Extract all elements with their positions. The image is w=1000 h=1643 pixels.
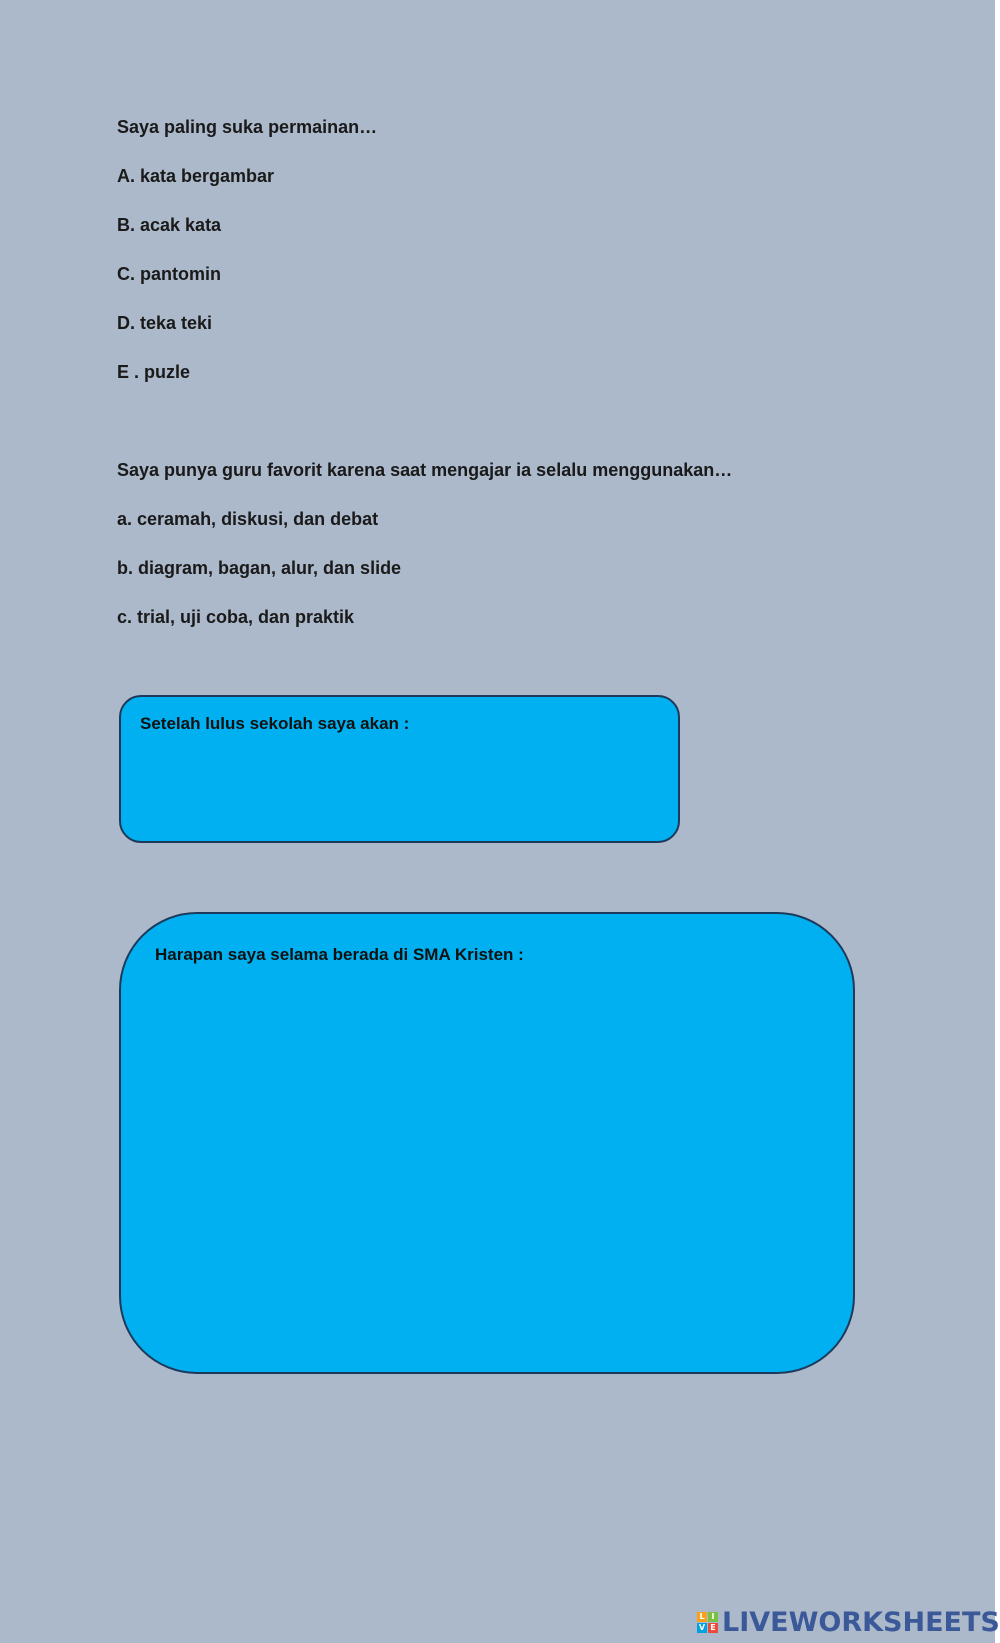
hopes-input[interactable] bbox=[155, 978, 819, 1352]
after-graduation-label: Setelah lulus sekolah saya akan : bbox=[140, 714, 410, 733]
after-graduation-input[interactable] bbox=[139, 743, 663, 837]
question-2-option-a[interactable]: a. ceramah, diskusi, dan debat bbox=[117, 509, 379, 529]
question-2-option-c[interactable]: c. trial, uji coba, dan praktik bbox=[117, 607, 355, 627]
liveworksheets-brand bbox=[697, 1607, 1000, 1638]
hopes-answer-box[interactable] bbox=[119, 912, 855, 1374]
question-1-option-d[interactable]: D. teka teki bbox=[117, 313, 213, 333]
liveworksheets-logo-icon bbox=[697, 1612, 718, 1633]
question-1-option-b[interactable]: B. acak kata bbox=[117, 215, 222, 235]
question-2-option-b[interactable]: b. diagram, bagan, alur, dan slide bbox=[117, 558, 402, 578]
hopes-label: Harapan saya selama berada di SMA Kristen : bbox=[155, 945, 524, 964]
logo-letter-l: L bbox=[697, 1612, 707, 1622]
question-1-option-c[interactable]: C. pantomin bbox=[117, 264, 221, 284]
question-1-option-a[interactable]: A. kata bergambar bbox=[117, 166, 275, 186]
after-graduation-answer-box[interactable] bbox=[119, 695, 680, 843]
logo-letter-e: E bbox=[708, 1623, 718, 1633]
logo-letter-v: V bbox=[698, 1623, 706, 1632]
logo-letter-i: I bbox=[708, 1612, 718, 1622]
question-1-option-e[interactable]: E . puzle bbox=[117, 362, 191, 382]
liveworksheets-wordmark: LIVEWORKSHEETS bbox=[722, 1607, 1000, 1638]
question-1-prompt: Saya paling suka permainan… bbox=[117, 117, 378, 137]
question-2-prompt: Saya punya guru favorit karena saat mengajar ia selalu menggunakan… bbox=[117, 460, 733, 480]
